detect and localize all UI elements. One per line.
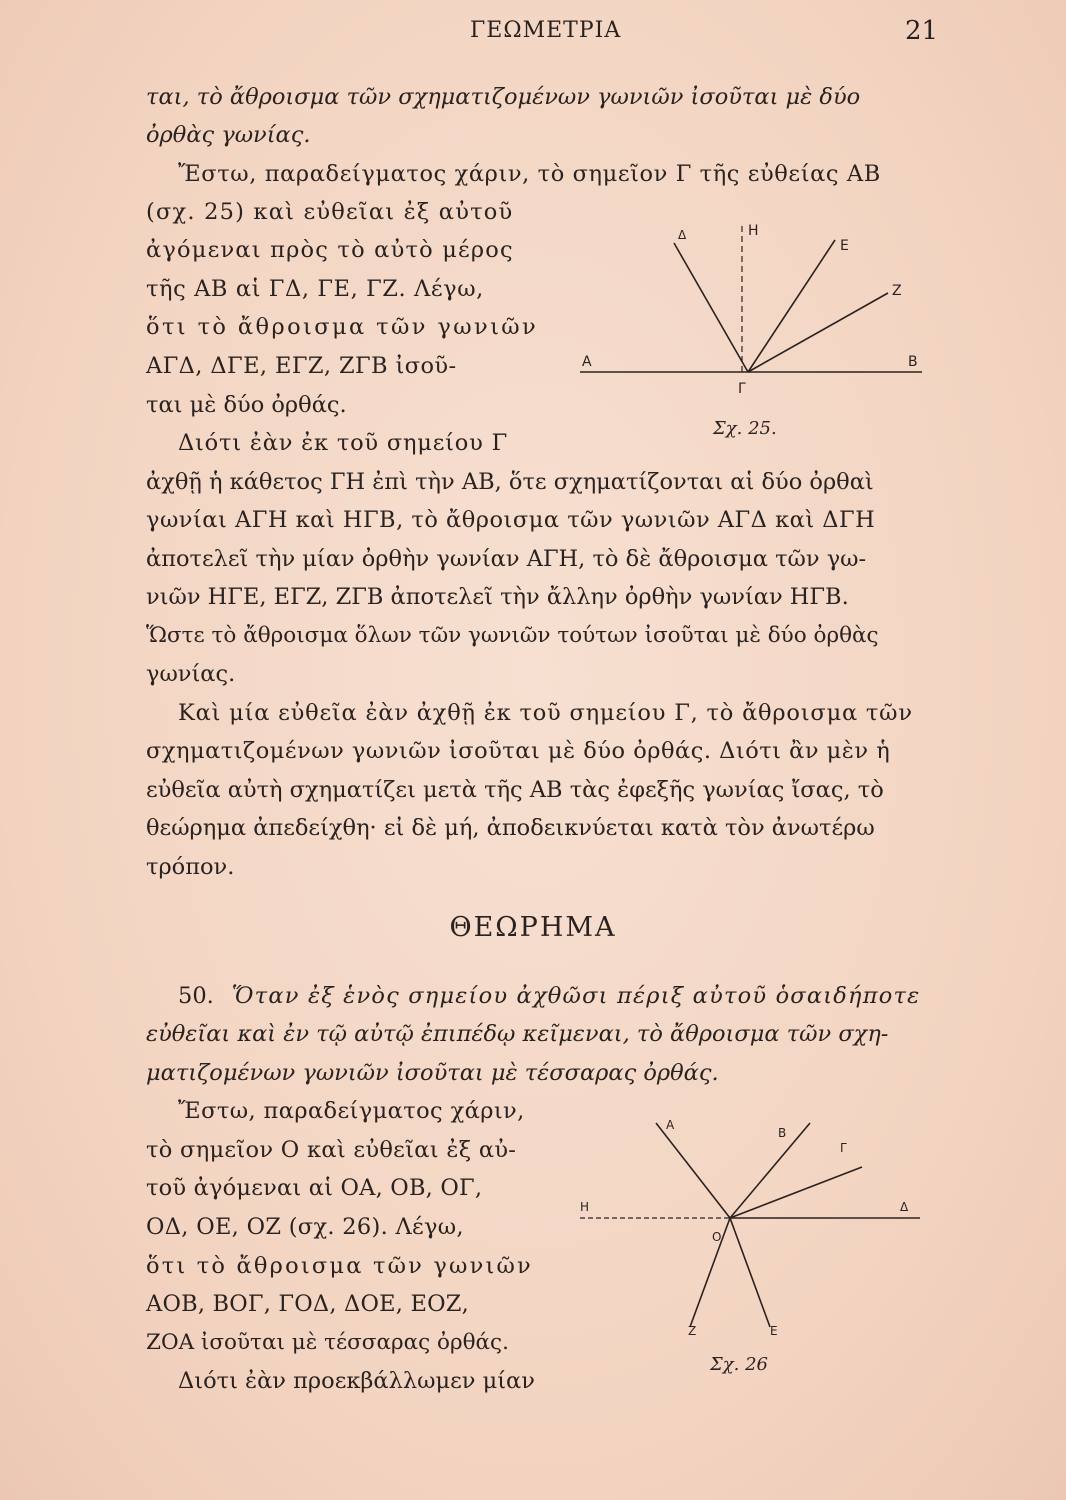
text-line: Διότι ἐὰν ἐκ τοῦ σημείου Γ bbox=[178, 430, 508, 456]
text-line: ὅτι τὸ ἄθροισμα τῶν γωνιῶν bbox=[146, 1253, 533, 1279]
text-line: σχηματιζομένων γωνιῶν ἰσοῦται μὲ δύο ὀρθάς. Διότι ἂν μὲν ἡ bbox=[146, 738, 891, 764]
text-line: ΑΟΒ, ΒΟΓ, ΓΟΔ, ΔΟΕ, ΕΟΖ, bbox=[146, 1291, 469, 1317]
text-line: γωνίας. bbox=[146, 661, 236, 687]
figure-25-caption: Σχ. 25. bbox=[713, 418, 777, 439]
text-line: τρόπον. bbox=[146, 854, 235, 880]
text-line: Ἔστω, παραδείγματος χάριν, bbox=[178, 1098, 525, 1124]
theorem-number: 50. bbox=[178, 983, 214, 1009]
text-line: τοῦ ἀγόμεναι αἱ ΟΑ, ΟΒ, ΟΓ, bbox=[146, 1175, 483, 1201]
text-line: ΑΓΔ, ΔΓΕ, ΕΓΖ, ΖΓΒ ἰσοῦ- bbox=[146, 353, 457, 379]
text-line: Διότι ἐὰν προεκβάλλωμεν μίαν bbox=[178, 1368, 535, 1394]
figure-26-caption: Σχ. 26 bbox=[710, 1354, 768, 1375]
text-line: Ἔστω, παραδείγματος χάριν, τὸ σημεῖον Γ τῆς εὐθείας ΑΒ bbox=[178, 161, 881, 187]
label-D: Δ bbox=[900, 1200, 909, 1214]
text-line: ἀχθῇ ἡ κάθετος ΓΗ ἐπὶ τὴν ΑΒ, ὅτε σχηματίζονται αἱ δύο ὀρθαὶ bbox=[146, 469, 874, 495]
label-B: Β bbox=[778, 1126, 787, 1140]
text-line: τῆς ΑΒ αἱ ΓΔ, ΓΕ, ΓΖ. Λέγω, bbox=[146, 276, 484, 302]
label-H: Η bbox=[580, 1200, 590, 1214]
line-GE bbox=[748, 240, 835, 372]
label-A: Α bbox=[666, 1118, 675, 1132]
text-line: Καὶ μία εὐθεῖα ἐὰν ἀχθῇ ἐκ τοῦ σημείου Γ, τὸ ἄθροισμα τῶν bbox=[178, 700, 913, 726]
figure-25 bbox=[570, 205, 950, 450]
text-line: ὀρθὰς γωνίας. bbox=[146, 122, 311, 148]
label-B: Β bbox=[908, 354, 918, 370]
text-line: νιῶν ΗΓΕ, ΕΓΖ, ΖΓΒ ἀποτελεῖ τὴν ἄλλην ὀρθὴν γωνίαν ΗΓΒ. bbox=[146, 584, 849, 610]
text-line: ΖΟΑ ἰσοῦται μὲ τέσσαρας ὀρθάς. bbox=[146, 1330, 509, 1355]
label-Z: Ζ bbox=[892, 283, 902, 299]
text-line: ἀποτελεῖ τὴν μίαν ὀρθὴν γωνίαν ΑΓΗ, τὸ δὲ ἄθροισμα τῶν γω- bbox=[146, 546, 867, 572]
label-H: Η bbox=[748, 223, 759, 239]
text-line: ΟΔ, ΟΕ, ΟΖ (σχ. 26). Λέγω, bbox=[146, 1214, 464, 1240]
text-line: ται, τὸ ἄθροισμα τῶν σχηματιζομένων γωνιῶν ἰσοῦται μὲ δύο bbox=[146, 84, 861, 110]
text-line: ται μὲ δύο ὀρθάς. bbox=[146, 392, 347, 418]
running-title: ΓΕΩΜΕΤΡΙΑ bbox=[470, 18, 622, 43]
text-line: Ὥστε τὸ ἄθροισμα ὅλων τῶν γωνιῶν τούτων ἰσοῦται μὲ δύο ὀρθὰς bbox=[146, 623, 879, 648]
line-OA bbox=[656, 1123, 730, 1218]
figure-26 bbox=[570, 1105, 930, 1395]
label-Z: Ζ bbox=[688, 1324, 697, 1338]
page-header bbox=[0, 14, 1066, 50]
label-A: Α bbox=[582, 354, 592, 370]
line-OB bbox=[730, 1123, 810, 1218]
theorem-line: ματιζομένων γωνιῶν ἰσοῦται μὲ τέσσαρας ὀρθάς. bbox=[146, 1060, 719, 1086]
text-line: ὅτι τὸ ἄθροισμα τῶν γωνιῶν bbox=[146, 314, 539, 340]
label-O: Ο bbox=[712, 1230, 722, 1244]
label-G: Γ bbox=[738, 381, 746, 397]
text-line: θεώρημα ἀπεδείχθη· εἰ δὲ μή, ἀποδεικνύεται κατὰ τὸν ἀνωτέρω bbox=[146, 815, 875, 841]
line-OG bbox=[730, 1167, 862, 1218]
line-GZ bbox=[748, 293, 888, 372]
theorem-line: εὐθεῖαι καὶ ἐν τῷ αὐτῷ ἐπιπέδῳ κεῖμεναι, τὸ ἄθροισμα τῶν σχη- bbox=[146, 1021, 889, 1047]
theorem-line bbox=[178, 983, 940, 1009]
label-E: Ε bbox=[840, 238, 849, 254]
label-E: Ε bbox=[770, 1324, 778, 1338]
label-G: Γ bbox=[840, 1141, 847, 1155]
text-line: (σχ. 25) καὶ εὐθεῖαι ἐξ αὐτοῦ bbox=[146, 199, 514, 225]
line-OZ bbox=[690, 1218, 730, 1327]
text-line: ἀγόμεναι πρὸς τὸ αὐτὸ μέρος bbox=[146, 237, 514, 263]
theorem-text: Ὅταν ἐξ ἑνὸς σημείου ἀχθῶσι πέριξ αὐτοῦ ὁσαιδήποτε bbox=[231, 983, 921, 1009]
line-GD bbox=[674, 243, 748, 372]
line-OE bbox=[730, 1218, 770, 1327]
text-line: εὐθεῖα αὐτὴ σχηματίζει μετὰ τῆς ΑΒ τὰς ἐφεξῆς γωνίας ἴσας, τὸ bbox=[146, 777, 884, 803]
page-number: 21 bbox=[905, 16, 939, 46]
label-D: Δ bbox=[678, 228, 687, 242]
text-line: τὸ σημεῖον Ο καὶ εὐθεῖαι ἐξ αὐ- bbox=[146, 1137, 517, 1163]
text-line: γωνίαι ΑΓΗ καὶ ΗΓΒ, τὸ ἄθροισμα τῶν γωνιῶν ΑΓΔ καὶ ΔΓΗ bbox=[146, 507, 876, 533]
theorem-heading: ΘΕΩΡΗΜΑ bbox=[449, 912, 617, 943]
